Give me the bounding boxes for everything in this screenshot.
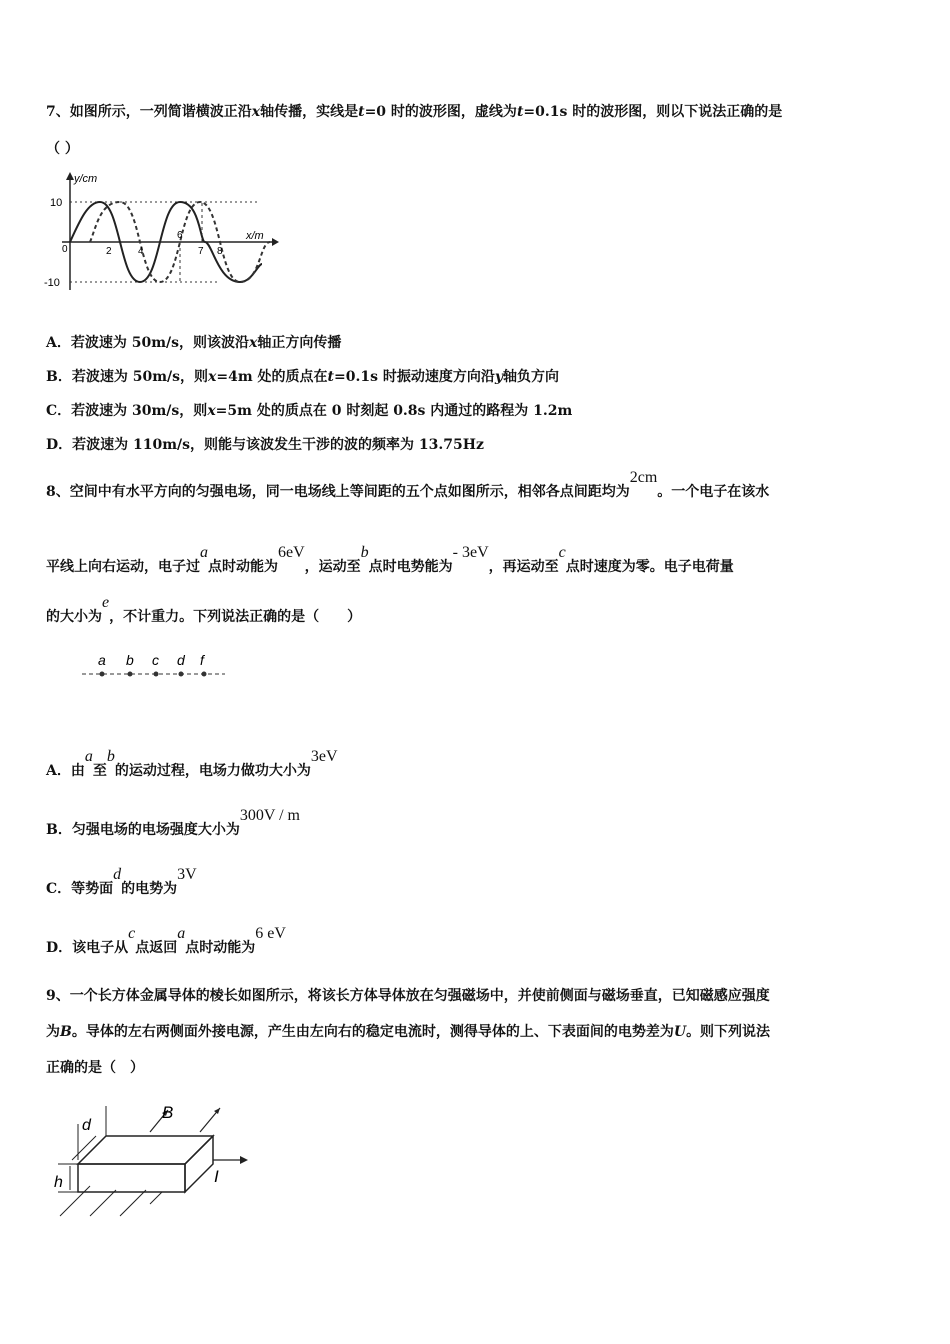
point-a [100, 672, 105, 677]
var-b: b [106, 748, 115, 765]
text: 平线上向右运动，电子过 [46, 559, 200, 575]
label-d: d [177, 652, 185, 668]
var-d: d [113, 866, 122, 883]
y-axis-arrow [66, 172, 74, 180]
var-c: c [128, 925, 136, 942]
text: =4m 处的质点在 [216, 369, 328, 385]
text: 轴正方向传播 [257, 335, 342, 351]
text: =5m 处的质点在 0 时刻起 0.8s 内通过的路程为 1.2m [215, 403, 573, 419]
hatch [60, 1186, 90, 1216]
text: ，再运动至 [488, 559, 559, 575]
text: 轴传播，实线是 [260, 104, 359, 120]
text: B．匀强电场的电场强度大小为 [46, 822, 240, 838]
math-3v: 3V [177, 866, 197, 883]
q8-stem-line1 [46, 469, 770, 502]
x-axis-label: x/m [246, 230, 264, 242]
text: 。导体的左右两侧面外接电源，产生由左向右的稳定电流时，测得导体的上、下表面间的电势差为 [71, 1024, 674, 1040]
q9-stem-line1: 9、一个长方体金属导体的棱长如图所示，将该长方体导体放在匀强磁场中，并使前侧面与磁场垂直，已知磁感应强度 [46, 988, 770, 1004]
q7-option-b[interactable] [46, 367, 559, 387]
text: 7、如图所示，一列简谐横波正沿 [46, 104, 252, 120]
text: ，不计重力。下列说法正确的是（ ） [109, 609, 362, 625]
var: t [327, 369, 334, 385]
hatch [150, 1192, 162, 1204]
text: B．若波速为 50m/s，则 [46, 369, 208, 385]
point-f [202, 672, 207, 677]
var-x: x [251, 104, 261, 120]
x-tick: 2 [106, 246, 112, 257]
text: A．由 [46, 763, 85, 779]
text: 的电势为 [121, 881, 178, 897]
var-t: t [358, 104, 365, 120]
text: 轴负方向 [502, 369, 559, 385]
q8-option-b[interactable] [46, 807, 300, 840]
q8-option-d[interactable] [46, 925, 286, 958]
text: C．等势面 [46, 881, 114, 897]
text: 8、空间中有水平方向的匀强电场，同一电场线上等间距的五个点如图所示，相邻各点间距均为 [46, 484, 630, 500]
text: A．若波速为 50m/s，则该波沿 [46, 335, 250, 351]
text: ，运动至 [304, 559, 361, 575]
var-a: a [177, 925, 186, 942]
point-d [179, 672, 184, 677]
y-axis-label: y/cm [74, 173, 98, 185]
math-6ev: 6 eV [255, 925, 286, 942]
y-tick-top: 10 [50, 197, 63, 209]
q8-points-figure [80, 648, 230, 682]
math-300vm: 300V / m [239, 807, 300, 824]
label-b: b [126, 652, 134, 668]
box-right [185, 1136, 213, 1192]
text: 为 [46, 1024, 60, 1040]
label-d: d [82, 1117, 91, 1134]
var-a: a [84, 748, 93, 765]
var: x [208, 369, 217, 385]
hatch [120, 1190, 146, 1216]
text: 点返回 [135, 940, 178, 956]
box-top [78, 1136, 213, 1164]
label-f: f [200, 652, 204, 668]
q7-paren: （ ） [46, 141, 79, 157]
q9-stem-line2 [46, 1022, 770, 1042]
y-tick-bottom: -10 [44, 277, 60, 289]
box-front [78, 1164, 185, 1192]
q7-option-d[interactable] [46, 435, 484, 455]
q8-option-c[interactable] [46, 866, 197, 899]
var: y [494, 369, 503, 385]
text: =0.1s 时的波形图，则以下说法正确的是 [523, 104, 783, 120]
var-U: U [673, 1024, 687, 1040]
q8-stem-line3 [46, 594, 362, 627]
x-axis-arrow [272, 238, 279, 246]
var-e: e [102, 594, 110, 611]
q8-stem-line2 [46, 544, 734, 577]
origin-label: 0 [62, 244, 68, 255]
q7-wave-graph [40, 168, 280, 298]
q9-stem-line3: 正确的是（ ） [46, 1060, 144, 1076]
var-a: a [200, 544, 208, 561]
q9-conductor-figure [50, 1094, 250, 1219]
label-B: B [162, 1103, 174, 1122]
text: 。则下列说法 [686, 1024, 771, 1040]
x-tick: 7 [198, 246, 204, 257]
q7-option-a[interactable] [46, 333, 341, 353]
x-tick: 4 [138, 246, 144, 257]
text: C．若波速为 30m/s，则 [46, 403, 208, 419]
q8-option-a[interactable] [46, 748, 338, 781]
text: 点时速度为零。电子电荷量 [565, 559, 734, 575]
x-tick: 6 [177, 230, 183, 241]
point-c [154, 672, 159, 677]
point-b [128, 672, 133, 677]
var-c: c [558, 544, 566, 561]
var: x [207, 403, 216, 419]
var-t: t [516, 104, 524, 120]
var-B: B [60, 1024, 72, 1040]
text: D．该电子从 [46, 940, 129, 956]
text: 点时动能为 [208, 559, 278, 575]
math-2cm: 2cm [629, 469, 658, 486]
hatch [90, 1190, 116, 1216]
label-h: h [54, 1174, 63, 1191]
q7-option-c[interactable] [46, 401, 572, 421]
text: =0.1s 时振动速度方向沿 [334, 369, 495, 385]
label-a: a [98, 652, 106, 668]
label-c: c [152, 652, 159, 668]
x-tick: 8 [217, 246, 223, 257]
text: 的运动过程，电场力做功大小为 [114, 763, 311, 779]
label-I: I [214, 1167, 219, 1186]
text: 。一个电子在该水 [657, 484, 770, 500]
var-b: b [360, 544, 369, 561]
math-6ev: 6eV [278, 544, 305, 561]
text: 点时电势能为 [368, 559, 453, 575]
d-dim-line [72, 1136, 96, 1160]
text: D．若波速为 110m/s，则能与该波发生干涉的波的频率为 13.75Hz [46, 437, 484, 453]
math-neg3ev: - 3eV [452, 544, 489, 561]
text: 的大小为 [46, 609, 102, 625]
var: x [249, 335, 258, 351]
q7-stem-line1 [46, 102, 782, 122]
text: 点时动能为 [185, 940, 256, 956]
text: =0 时的波形图，虚线为 [364, 104, 517, 120]
math-3ev: 3eV [310, 748, 338, 765]
text: 至 [92, 763, 107, 779]
